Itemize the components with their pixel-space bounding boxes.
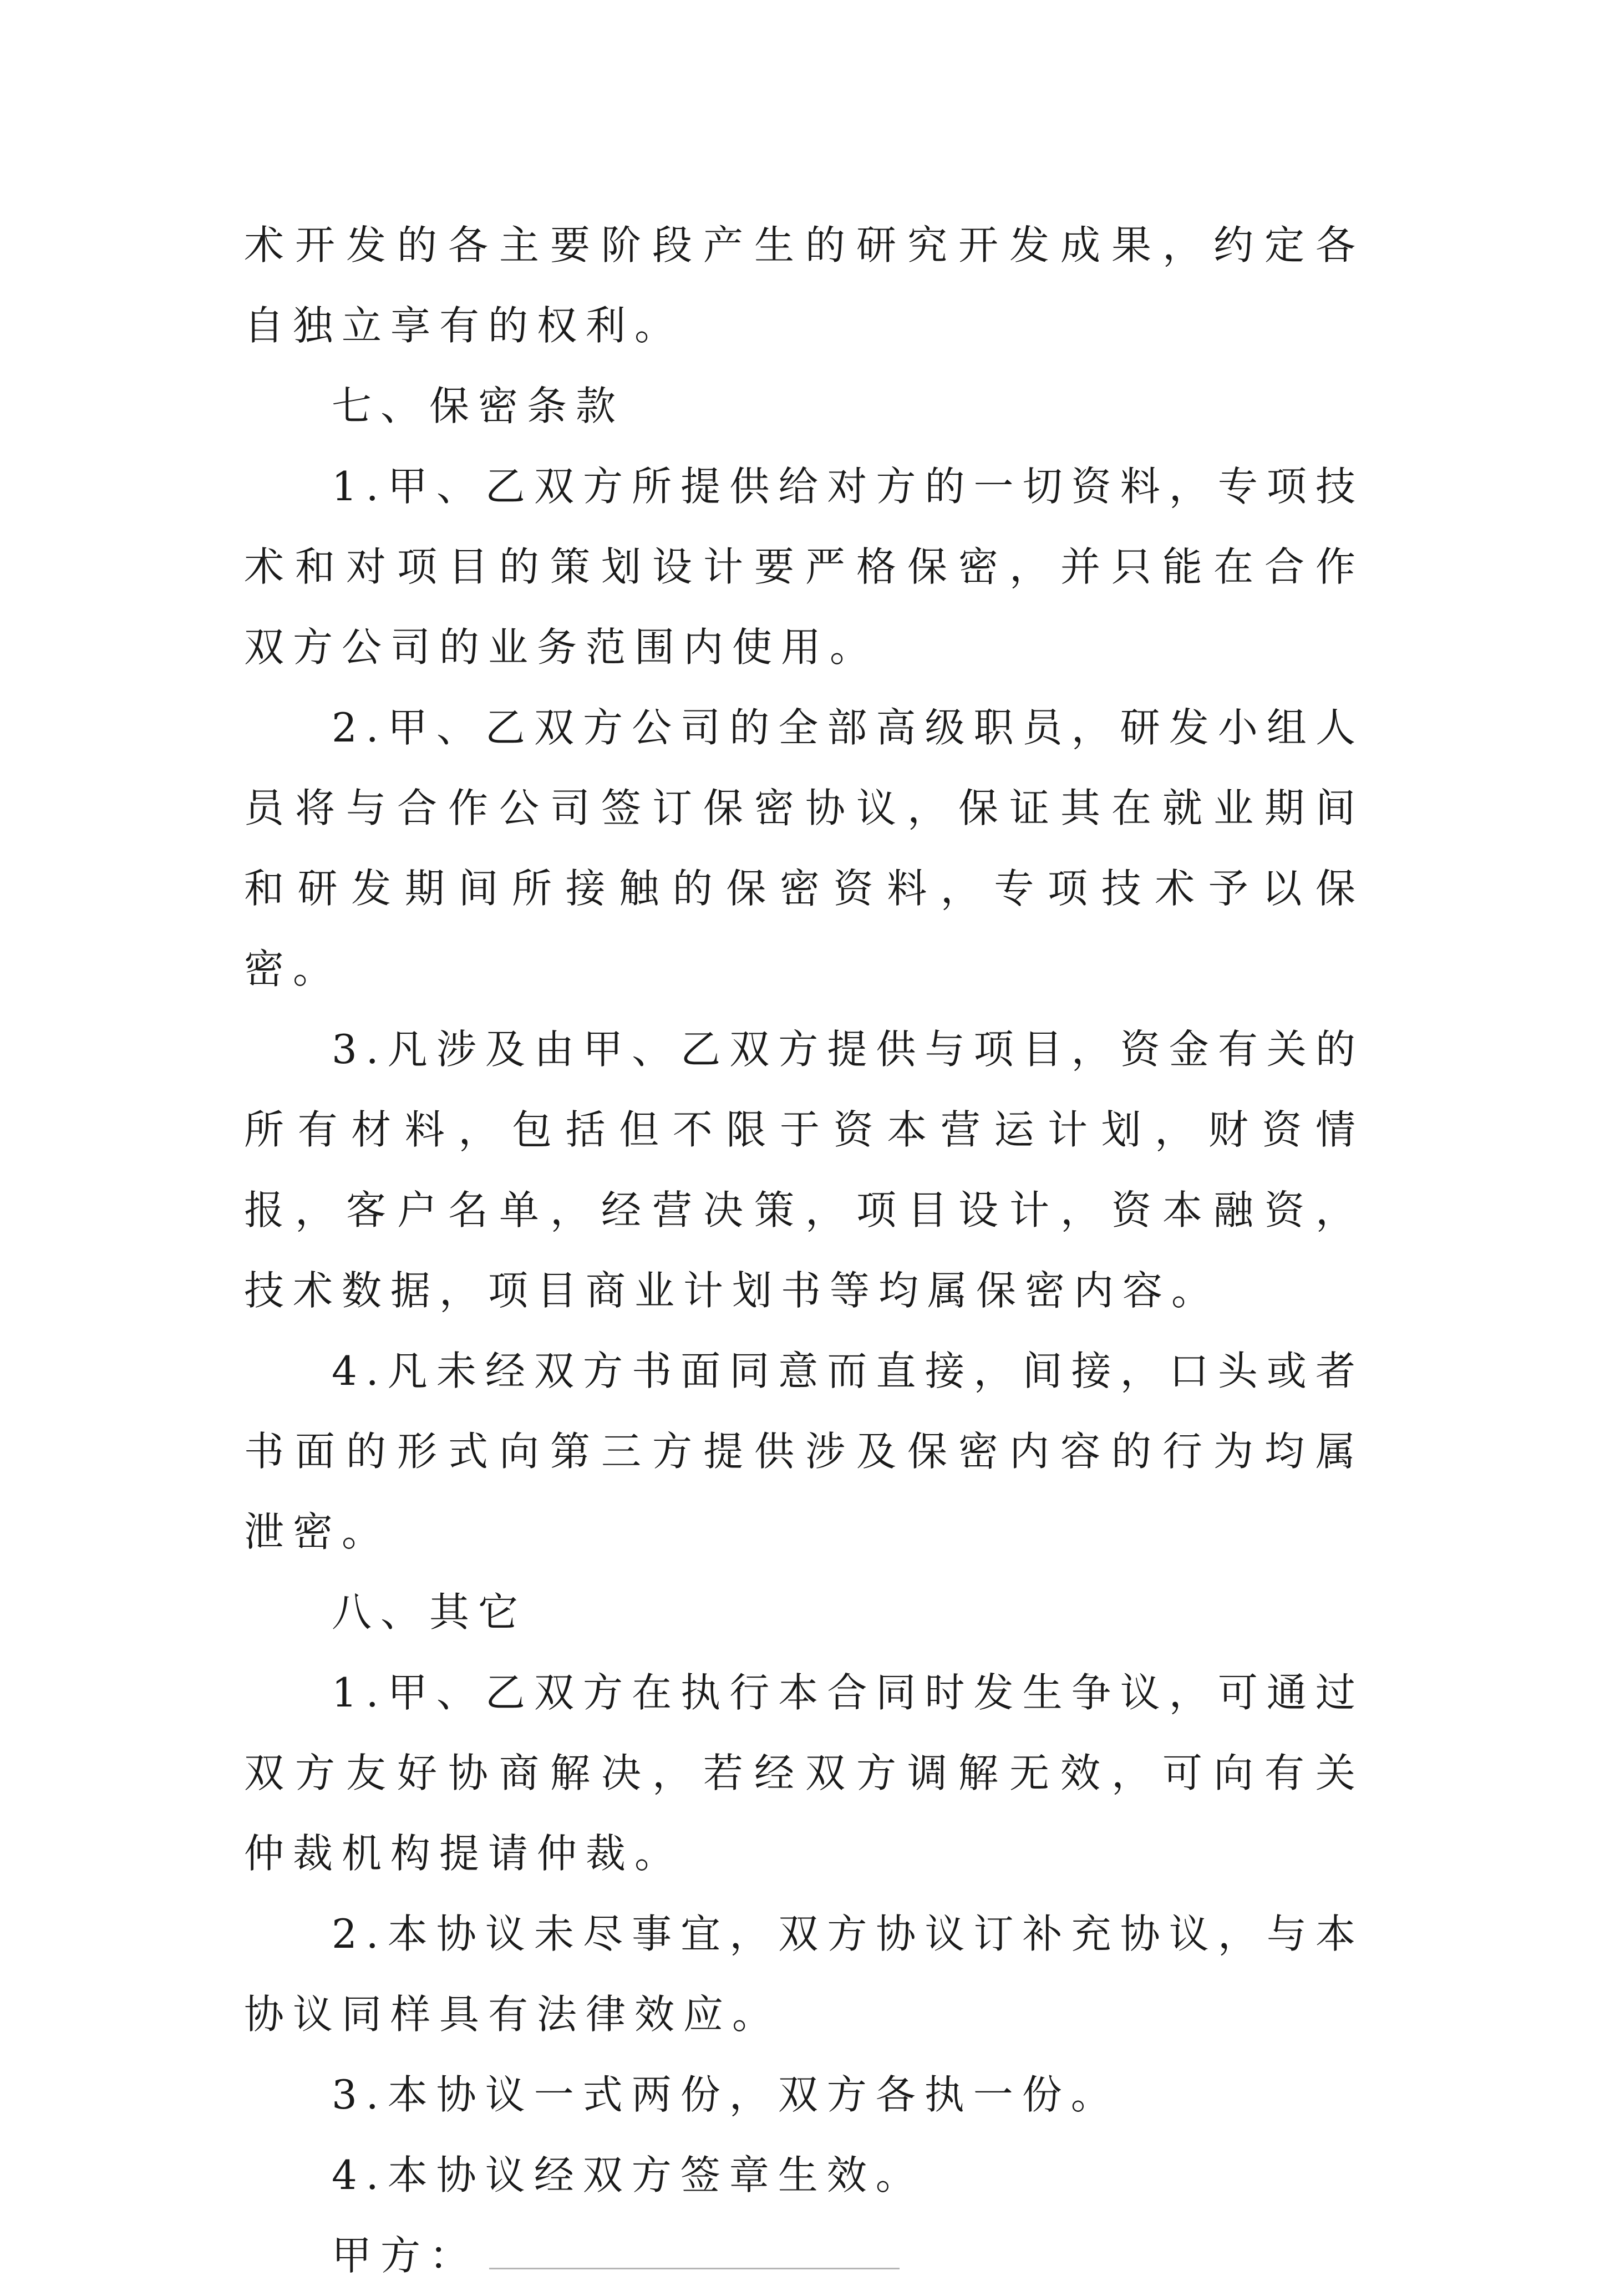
party-a-signature-blank[interactable] — [489, 2234, 900, 2269]
party-a-signature-line — [244, 2216, 1364, 2296]
clause-confidentiality-3: 3.凡涉及由甲、乙双方提供与项目，资金有关的所有材料，包括但不限于资本营运计划，财资情报，客户名单，经营决策，项目设计，资本融资，技术数据，项目商业计划书等均属保密内容。 — [244, 1026, 1364, 1314]
clause-confidentiality-1: 1.甲、乙双方所提供给对方的一切资料，专项技术和对项目的策划设计要严格保密，并只能在合作双方公司的业务范围内使用。 — [244, 463, 1364, 670]
clause-confidentiality-2: 2.甲、乙双方公司的全部高级职员，研发小组人员将与合作公司签订保密协议，保证其在就业期间和研发期间所接触的保密资料，专项技术予以保密。 — [244, 704, 1364, 992]
section-heading-confidentiality: 七、保密条款 — [332, 383, 625, 429]
clause-other-4: 4.本协议经双方签章生效。 — [332, 2152, 925, 2198]
paragraph-research-results-rights: 术开发的各主要阶段产生的研究开发成果，约定各自独立享有的权利。 — [244, 222, 1364, 349]
document-body — [244, 205, 1364, 2296]
clause-other-3: 3.本协议一式两份，双方各执一份。 — [332, 2071, 1120, 2118]
clause-confidentiality-4: 4.凡未经双方书面同意而直接，间接，口头或者书面的形式向第三方提供涉及保密内容的行为均属泄密。 — [244, 1348, 1364, 1555]
clause-other-1: 1.甲、乙双方在执行本合同时发生争议，可通过双方友好协商解决，若经双方调解无效，可向有关仲裁机构提请仲裁。 — [244, 1669, 1364, 1877]
clause-other-2: 2.本协议未尽事宜，双方协议订补充协议，与本协议同样具有法律效应。 — [244, 1911, 1364, 2038]
party-a-label: 甲方： — [332, 2232, 479, 2279]
section-heading-other: 八、其它 — [332, 1589, 527, 1635]
